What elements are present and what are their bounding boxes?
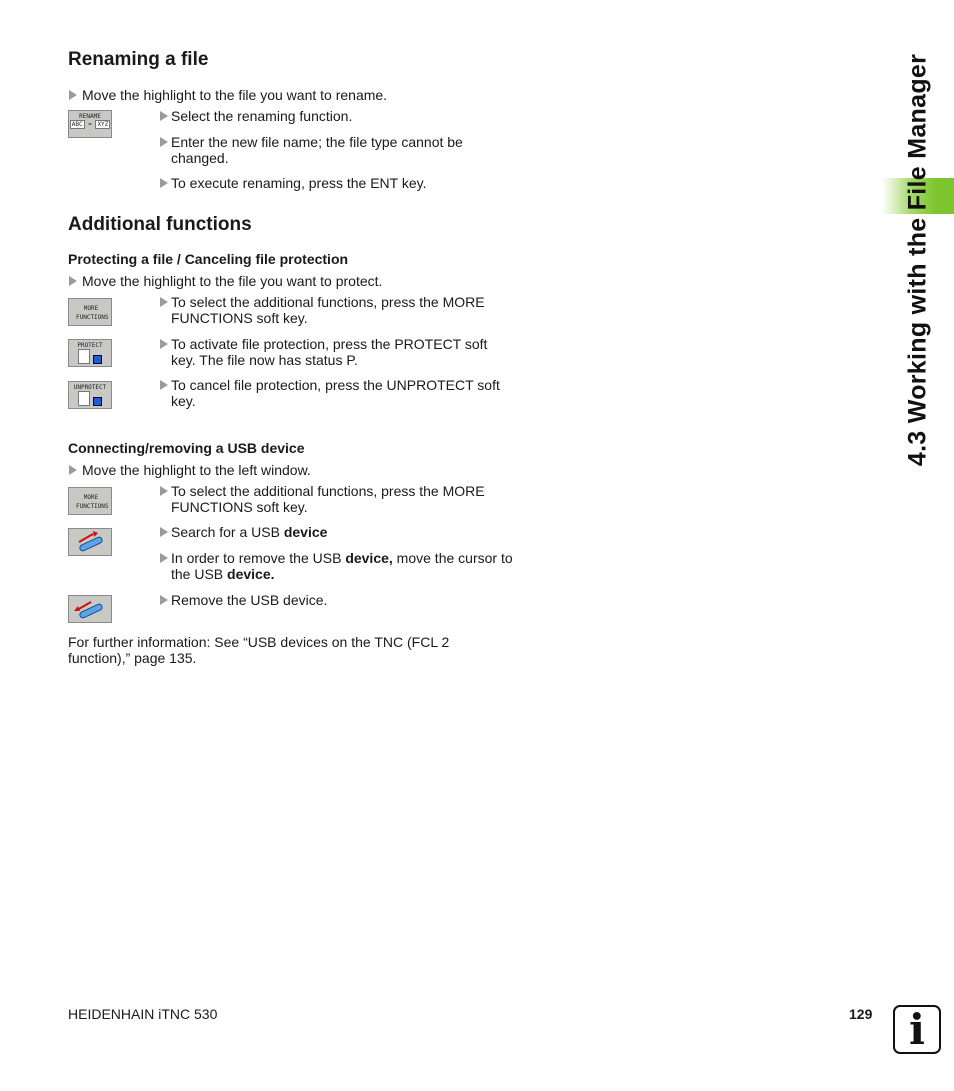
step-text-bold: device, bbox=[345, 550, 393, 566]
key-label: RENAME bbox=[79, 113, 101, 120]
usb-remove-softkey[interactable] bbox=[68, 595, 112, 623]
step-text-bold: device. bbox=[227, 566, 275, 582]
key-label: PROTECT bbox=[77, 342, 103, 349]
more-functions-softkey[interactable] bbox=[68, 487, 112, 515]
step: Select the renaming function. bbox=[159, 108, 526, 124]
step-text: move the cursor to the USB bbox=[171, 550, 513, 582]
step bbox=[159, 524, 526, 540]
key-label: MORE FUNCTIONS bbox=[76, 494, 109, 510]
key-equals: = bbox=[88, 121, 92, 128]
rename-softkey[interactable] bbox=[68, 110, 112, 138]
heading-additional: Additional functions bbox=[68, 214, 252, 235]
usb-remove-icon bbox=[69, 596, 111, 622]
file-icon bbox=[78, 349, 90, 364]
further-info-note: For further information: See “USB devices on the TNC (FCL 2 function),” page 135. bbox=[68, 634, 450, 666]
subheading-usb: Connecting/removing a USB device bbox=[68, 440, 305, 456]
bullet: Move the highlight to the left window. bbox=[68, 462, 311, 478]
more-functions-softkey[interactable] bbox=[68, 298, 112, 326]
key-label: MORE FUNCTIONS bbox=[76, 305, 109, 321]
bullet: Move the highlight to the file you want to protect. bbox=[68, 273, 382, 289]
subheading-protect: Protecting a file / Canceling file protection bbox=[68, 251, 349, 267]
step: Remove the USB device. bbox=[159, 592, 526, 608]
lock-icon bbox=[93, 355, 102, 364]
file-icon: XYZ bbox=[97, 121, 109, 128]
chapter-title: 4.3 Working with the File Manager bbox=[903, 53, 932, 467]
unprotect-softkey[interactable] bbox=[68, 381, 112, 409]
usb-connect-icon bbox=[69, 529, 111, 555]
step-text-bold: device bbox=[283, 524, 328, 540]
step: To select the additional functions, press the MORE FUNCTIONS soft key. bbox=[159, 294, 511, 326]
file-icon bbox=[78, 391, 90, 406]
step: To select the additional functions, press the MORE FUNCTIONS soft key. bbox=[159, 483, 511, 515]
page-number: 129 bbox=[849, 1006, 873, 1022]
key-label: UNPROTECT bbox=[73, 384, 107, 391]
step-text: In order to remove the USB bbox=[171, 550, 346, 566]
info-icon: i bbox=[893, 1005, 941, 1054]
step bbox=[159, 550, 516, 582]
footer-manual-name: HEIDENHAIN iTNC 530 bbox=[68, 1006, 218, 1022]
file-icon: ABC bbox=[71, 121, 83, 128]
step: To execute renaming, press the ENT key. bbox=[159, 175, 526, 191]
step: Enter the new file name; the file type cannot be changed. bbox=[159, 134, 491, 166]
heading-renaming: Renaming a file bbox=[68, 49, 209, 70]
step-text: Search for a USB bbox=[171, 524, 284, 540]
usb-search-softkey[interactable] bbox=[68, 528, 112, 556]
protect-softkey[interactable] bbox=[68, 339, 112, 367]
unlock-icon bbox=[93, 397, 102, 406]
step: To activate file protection, press the PROTECT soft key. The file now has status P. bbox=[159, 336, 511, 368]
bullet: Move the highlight to the file you want to rename. bbox=[68, 87, 387, 103]
step: To cancel file protection, press the UNPROTECT soft key. bbox=[159, 377, 516, 409]
